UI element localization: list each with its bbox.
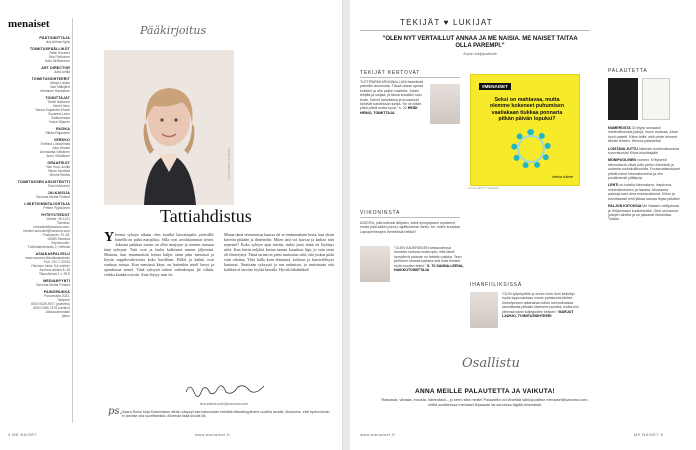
- editorial-text-1: leensä syksyn aikana olen kuullut kasvattajalta ystävällä: hänellä on pitkä marjalista. Sillä ovat arvokkaimmat sienet. Jokaista paikkaa varten on ollut marjojen ja sienten runsaus tänä syksynä. Tatit ovat ja laulut kulkeneet minun jäljessäni. Muistan, kun ensimmäistä kertaa kuljin omin päin metsässä ja löysin suppilovahveroita koko korillisen. Pöllöt ja kaikki ovat vanhoja tuttuja. Kun metsässä käyn, on kuitenkin mieli kevyt ja ajatuksissa sienet. Tänä syksynä tattien sadonkorjuu jäi vähiin, vaikka kuinka toivoin. Aina löytyy uusi ilo.: [104, 232, 214, 277]
- masthead-heading: ART DIRECTOR: [41, 66, 70, 70]
- masthead-block: [8, 290, 70, 318]
- masthead-block: [8, 191, 70, 199]
- masthead-heading: PÄÄTOIMITTAJA: [39, 36, 70, 40]
- masthead-block: [8, 47, 70, 63]
- palautetta-text: historian tuntemattomista suurvisioista! Kiitos kirjoittajalle!: [608, 146, 679, 156]
- ad-hashtag: #MENAISET: [479, 83, 511, 90]
- masthead-text: Sanoma Media Finland: [36, 283, 70, 287]
- masthead-block: [8, 202, 70, 210]
- masthead-heading: YHTEYSTIEDOT: [40, 213, 70, 217]
- masthead-text: Tiina Kekkonen: [47, 184, 70, 188]
- left-footer-pagenum: 4 ME NAISET: [8, 432, 38, 437]
- masthead-text: Marjut Laukio Sari Mäkijärvi Marianne Raukanen: [40, 81, 70, 93]
- masthead-heading: JULKAISIJA: [47, 191, 70, 195]
- editorial-column-1: [104, 232, 214, 277]
- masthead: [8, 36, 70, 321]
- masthead-text: Eveliina Lindahlmas Joko Ahosto Annukaisa Väisänen Anne Väänänen: [39, 142, 70, 158]
- reader-quote-attribution: Anjuin lukijapalautte: [463, 52, 497, 56]
- masthead-text: Vaihde: 09 1221 Toimitus: menaiset@sanoma.com, etunimi.sukunimi@sanoma.com Postiosoite: PL 45, 00089 Sanoma Käyntiosoite: Töölönlahdenkatu 2, Helsinki: [23, 217, 70, 249]
- instagram-ad-card[interactable]: [470, 74, 580, 186]
- tekijat-entry: [360, 80, 428, 115]
- masthead-text: Punamusta 2022, Tampere ISSN 0025-9977 (painettu) ISSN 2489-7476 (verkko) Aikakausmedian jäsen: [30, 294, 70, 318]
- section-script-title: Pääkirjoitus: [140, 24, 207, 37]
- masthead-heading: GRAAFIKOT: [47, 161, 70, 165]
- viikoninsta-photo: [360, 246, 390, 282]
- palautetta-list: [608, 126, 680, 225]
- masthead-text: Sari Kuul-Juvilla Tatsto Jäunävä Mimmi Rekkis: [46, 165, 70, 177]
- masthead-text: Sanoma Media Finland: [36, 195, 70, 199]
- tekijat-photo: [430, 84, 460, 124]
- masthead-block: [8, 161, 70, 177]
- tekijat-signature: HEIDI HEINO, TOIMITTAJA: [360, 106, 418, 115]
- masthead-heading: PAINOPAIKKA: [43, 290, 70, 294]
- masthead-divider: [72, 18, 73, 423]
- masthead-block: [8, 279, 70, 287]
- palautetta-item: [608, 204, 680, 222]
- masthead-text: www.sanoma.fi/asiakaspalvelu Puh. 020 1 20230 Palvelun hinta: 8,4 snt/min Avoinna arkisin 8–18 Tilaushinnat 1 v. 99 €: [25, 256, 70, 276]
- right-footer-pagenum: ME NAISET 5: [634, 432, 664, 437]
- ihanfiiliksissa-signature: MARJUT LAUKIO, TOIMITUSSIHTEERI: [502, 309, 574, 319]
- masthead-text: Riikka Rajaniemi: [45, 131, 70, 135]
- osallistu-script: Osallistu: [462, 356, 520, 371]
- left-page: [0, 0, 343, 450]
- signature-email[interactable]: iina.artima-nyrki@sanoma.com: [200, 402, 249, 406]
- ad-text: Seksi on mahtavaa, mutta olemme kokeneet puhumisen vaatiakaan tiukkaa ponnaria pitkän päivän lopuksi?: [489, 97, 565, 123]
- editor-portrait-image: [104, 50, 234, 205]
- masthead-text: Petteri Pyykkönen: [43, 206, 70, 210]
- masthead-text: Heidi Hovinen San Pykkonen Satu Sirelakonen: [44, 51, 70, 63]
- palautetta-item: [608, 183, 680, 201]
- feedback-cta-title: ANNA MEILLE PALAUTETTA JA VAIKUTA!: [414, 388, 556, 395]
- masthead-heading: LIIKETOIMINTAJOHTAJA: [24, 202, 70, 206]
- right-page: [350, 0, 696, 450]
- masthead-text: Iina Artima-Nyrki: [45, 40, 70, 44]
- ihanfiiliksissa-text: ”OLIN työpöydälle jo ennen kuin tuoli keskittyi myös loppuvastaan minne pariskunta lähtee. Ilmestymisen aikanahan kävin luennoimassa sanoittamia pitkään kävimme puhetta, mutta niin yleensä toimii kollegoiden kesken.”: [502, 292, 579, 314]
- viikoninsta-signature: S. 70 SANNA-LEENA, HAIKKUTOIMITTAJA: [394, 263, 464, 273]
- masthead-text: Jutta Antila: [53, 70, 70, 74]
- palautetta-lead: LOISTAVA JUTTU: [608, 146, 639, 151]
- section-title-tekijat: TEKIJÄT KERTOVAT: [360, 70, 421, 76]
- palautetta-item: [608, 147, 680, 156]
- masthead-heading: RUOKA: [56, 127, 70, 131]
- masthead-heading: TOIMITUSPÄÄLLIKÖT: [29, 47, 70, 51]
- masthead-block: [8, 180, 70, 188]
- feedback-cta-text: Raksasta, vihasta, innosta, hämmästä – jo kerro siitä meille! Palautetta voi lähettää sähköpostitse menaiset@sanoma.com, nettiä osoitteessa menaiset.fi/palaute tai somessa tägillä #menaiset.: [381, 398, 589, 407]
- right-page-title: TEKIJÄT ♥ LUKIJAT: [400, 18, 493, 27]
- masthead-heading: TOIMITTAJAT: [45, 96, 70, 100]
- masthead-block: [8, 96, 70, 124]
- editor-photo: [104, 50, 234, 205]
- masthead-heading: VERKKO: [53, 138, 70, 142]
- palautetta-text: numero. Erityisesti kiinnostavia olivat juttu perhe-elämästä ja uudesta ruokakulttuurista. Puutarhaistutukset pitivät minut kiinnostuneena ja olin positiivisesti yllättynyt.: [608, 158, 680, 181]
- section-rule: [360, 217, 460, 218]
- masthead-heading: MEDIAMYYNTI: [43, 279, 70, 283]
- masthead-block: [8, 127, 70, 135]
- ihanfiiliksissa-photo: [470, 292, 498, 328]
- reader-quote: ”OLEN NYT VERTAILLUT ANNAA JA ME NAISIA. ME NAISET TAITAA OLLA PAREMPI.”: [382, 36, 578, 50]
- palautetta-lead: MONIPUOLINEN: [608, 158, 637, 163]
- dropcap: Y: [104, 230, 115, 245]
- page-gutter: [343, 0, 350, 450]
- editorial-text-2: Minua tämä seuraavassa kuussa oli se ensimmäinen kerta, kun yksin kävelin pitkään ja ihmettelin. Miten tatti voi kasvaa ja kadota niin nopeasti? Koko syksyn ajan mietin, miksi juuri minä en löytänyt niitä. Kun kävin neljättä kertaa saman kuusikon läpi, jo vain sieni oli ilmestynyt. Tämä tarina on pieni muistutus siitä, että joskus pitää vain odottaa. Yhtä lailla kuin elämässä, kohtuus ja kärsivällisyys kantavat. Nautitaan syksystä ja sen antimista, ja muistetaan että kaikkea ei tarvitse löytää kerralla. Hyvää lukuhetkeä!: [224, 232, 334, 272]
- palautetta-text: Me Naisten nettijutusta ja Seljanmaan kuulumisista. Olen seurannut juttujen aiheita ja ne jaksavat ilahduttaa. Tulkaa.: [608, 204, 679, 222]
- palautetta-lead: NUMEROSTA: [608, 126, 632, 130]
- viikoninsta-text-2: ”OLEN KAVEREIDEN keskuudessa tunnettu hulluna mutta opin, että tämä hymyilevä palaute on taidettu paikka. Teen perheeni kanssa kaikkea sitä mitä ihmiset eivät muuten tekisi.”: [394, 246, 462, 268]
- masthead-block: [8, 213, 70, 249]
- editorial-column-2: [224, 232, 334, 272]
- masthead-block: [8, 66, 70, 74]
- ad-ring-graphic: [511, 129, 551, 169]
- ps-text: Saara Rolun kirja Korkeintaan vähän väsynyt saa katsomaan hektistä elämäntyylimme uudella tavalla. Muistutus, että hyvinvoinnin ei tarvitse olla suorittamista. Aiheesta lisää sivulla 56.: [122, 410, 330, 419]
- palautetta-lead: LEHTI: [608, 183, 620, 188]
- photo-credit: KUVA HEIDI HOVINEN: [227, 148, 231, 180]
- palautetta-lead: PALJON KIITOKSIA: [608, 204, 643, 209]
- handwritten-signature: [180, 378, 270, 400]
- ad-brand: tietoa tukee: [552, 174, 573, 179]
- ihanfiiliksissa-entry: [502, 292, 584, 318]
- masthead-block: [8, 138, 70, 158]
- palautetta-item: [608, 126, 680, 144]
- left-footer-url[interactable]: www.menaiset.fi: [195, 432, 230, 437]
- viikoninsta-entry-1: ASIOITA, joita tuttuvat äitiyden, sekä synnytyksen mysteerit, mutta joita kaikki puhuu rajoittuneesti luettu. Ah, miten kuullaan Lapsiperhearjen ihmeellisiä hetkiä?: [360, 221, 461, 234]
- viikoninsta-entry-2: [394, 246, 464, 272]
- editorial-title: Tattiahdistus: [160, 206, 252, 226]
- section-rule: [360, 77, 460, 78]
- masthead-block: [8, 252, 70, 276]
- masthead-heading: ASIAKASPALVELU: [35, 252, 70, 256]
- section-title-viikoninsta: VIIKONINSTA: [360, 210, 401, 216]
- masthead-heading: TOIMITUKSEN ASSISTENTTI: [17, 180, 70, 184]
- ad-credit: KUVA GETTY IMAGES: [468, 186, 500, 190]
- masthead-text: Taneli Haltonne Heidi Heino Sanna Kapander-Ruuth Suzanna Leivo Saikkarinasa Kaisa Viljanen: [35, 100, 70, 124]
- masthead-logo: menaiset: [8, 18, 50, 30]
- magazine-cover-1: [608, 78, 638, 120]
- magazine-cover-2: [642, 78, 670, 120]
- palautetta-item: [608, 158, 680, 180]
- ps-mark: ps.: [108, 406, 123, 417]
- palautetta-text: 34 löytyi runsaasti mielenkiintoisia juttuja, muun muassa. Aivan hyvä paketti. Kiitos teille, että olette tehneet tämän lehden. Hienoa palautetta!: [608, 126, 679, 144]
- palautetta-text: on todella kiinnostava, inspiroiva, mielenkiintoinen ja hauska. Muutamia palstoja luen aina ensimmäisenä. Kiitos ja toivottavasti lehti jatkaa samaa linjaa pitkään!: [608, 183, 680, 201]
- section-title-ihanfiiliksissa: IHANFIILIKSISSÄ: [470, 282, 523, 288]
- masthead-block: [8, 77, 70, 93]
- section-title-palautetta: PALAUTETTA: [608, 68, 648, 74]
- right-footer-url[interactable]: www.menaiset.fi: [360, 432, 395, 437]
- tekijat-text: ”KOTIPARKKARUNNALLANI itsenäistä palveltin asunnolta. Tässä ollaan upeaa kokkeni ja otin paljon vaatetta. Jotain tekijää ja lukijaa, ja tässä kuvattiin uusi tuote. Kahvit kahvilassa ja kuvaukset kestivät kahdeksan tuntia. Se oli silloin pitkä päivä mutta hyvä.” s. 22: [360, 80, 424, 111]
- header-rule: [360, 30, 590, 31]
- masthead-heading: TOIMITUSSIHTEERIT: [31, 77, 70, 81]
- masthead-block: [8, 36, 70, 44]
